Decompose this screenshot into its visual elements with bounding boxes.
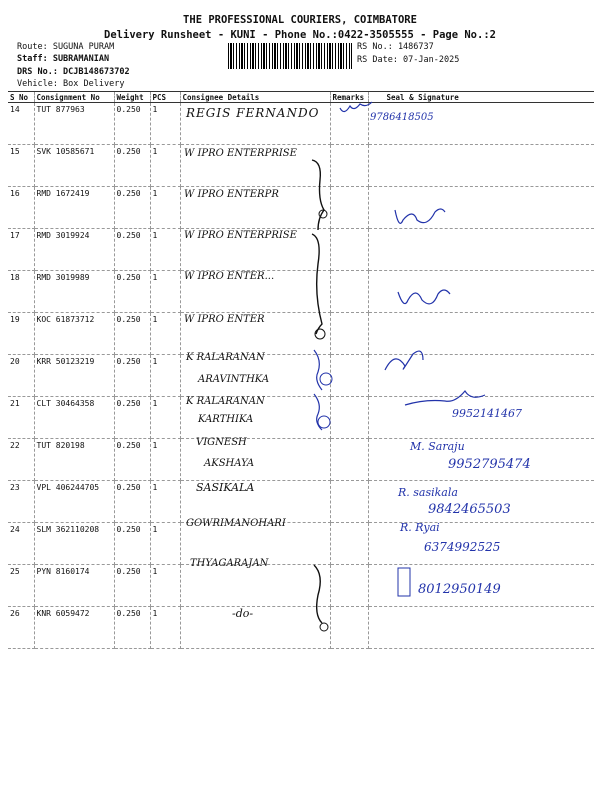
brace-mark [314, 565, 322, 623]
cell-sno: 18 [8, 271, 34, 313]
drs-number: DRS No.: DCJB148673702 [17, 67, 130, 77]
handwritten-consignee: K RALARANAN [186, 352, 265, 363]
rs-date: RS Date: 07-Jan-2025 [357, 55, 460, 65]
cell-consignment: RMD 3019989 [34, 271, 114, 313]
cell-weight: 0.250 [114, 355, 150, 397]
handwritten-consignee: KARTHIKA [198, 414, 254, 425]
cell-pcs: 1 [150, 481, 180, 523]
cell-consignment: KNR 6059472 [34, 607, 114, 649]
route: Route: SUGUNA PURAM [17, 42, 115, 52]
handwritten-consignee: GOWRIMANOHARI [186, 518, 286, 529]
cell-weight: 0.250 [114, 481, 150, 523]
cell-sno: 20 [8, 355, 34, 397]
cell-sno: 19 [8, 313, 34, 355]
handwritten-consignee: -do- [232, 607, 254, 620]
handwritten-consignee: SASIKALA [196, 481, 255, 494]
brace-mark [312, 160, 324, 230]
cell-consignment: RMD 3019924 [34, 229, 114, 271]
cell-sno: 15 [8, 145, 34, 187]
staff: Staff: SUBRAMANIAN [17, 54, 110, 64]
handwritten-phone: 9786418505 [370, 112, 434, 123]
cell-pcs: 1 [150, 103, 180, 145]
vehicle: Vehicle: Box Delivery [17, 79, 125, 89]
brace-mark [312, 234, 322, 334]
col-consignment: Consignment No [34, 92, 114, 103]
cell-sno: 26 [8, 607, 34, 649]
cell-pcs: 1 [150, 439, 180, 481]
signature-scribble [405, 391, 485, 405]
cell-pcs: 1 [150, 229, 180, 271]
cell-pcs: 1 [150, 187, 180, 229]
handwritten-consignee: ARAVINTHKA [198, 374, 270, 385]
cell-pcs: 1 [150, 271, 180, 313]
cell-weight: 0.250 [114, 607, 150, 649]
cell-sno: 25 [8, 565, 34, 607]
cell-pcs: 1 [150, 565, 180, 607]
cell-weight: 0.250 [114, 397, 150, 439]
cell-consignment: TUT 820198 [34, 439, 114, 481]
cell-weight: 0.250 [114, 565, 150, 607]
runsheet-subtitle: Delivery Runsheet - KUNI - Phone No.:0422-3505555 - Page No.:2 [104, 29, 496, 41]
col-weight: Weight [114, 92, 150, 103]
cell-pcs: 1 [150, 145, 180, 187]
handwritten-consignee: VIGNESH [196, 437, 247, 448]
cell-weight: 0.250 [114, 439, 150, 481]
cell-pcs: 1 [150, 313, 180, 355]
handwritten-consignee: W IPRO ENTERPRISE [184, 230, 297, 241]
handwritten-signature: M. Saraju [410, 440, 465, 453]
handwritten-phone: 9952795474 [448, 457, 531, 472]
cell-weight: 0.250 [114, 103, 150, 145]
cell-sno: 23 [8, 481, 34, 523]
cell-pcs: 1 [150, 523, 180, 565]
signature-scribble [398, 290, 450, 304]
cell-consignment: KRR 50123219 [34, 355, 114, 397]
cell-weight: 0.250 [114, 229, 150, 271]
handwritten-phone: 9952141467 [452, 407, 522, 420]
col-consignee: Consignee Details [180, 92, 330, 103]
handwritten-consignee: W IPRO ENTER... [184, 271, 275, 282]
cell-consignment: RMD 1672419 [34, 187, 114, 229]
cell-consignment: VPL 406244705 [34, 481, 114, 523]
cell-sno: 22 [8, 439, 34, 481]
cell-sno: 14 [8, 103, 34, 145]
brace-mark [314, 394, 322, 430]
cell-weight: 0.250 [114, 187, 150, 229]
cell-consignment: PYN 8160174 [34, 565, 114, 607]
count-circle [320, 623, 328, 631]
handwritten-phone: 9842465503 [428, 502, 511, 517]
col-pcs: PCS [150, 92, 180, 103]
cell-consignment: SLM 362110208 [34, 523, 114, 565]
col-signature: Seal & Signature [368, 92, 594, 103]
cell-consignment: TUT 877963 [34, 103, 114, 145]
cell-pcs: 1 [150, 355, 180, 397]
cell-weight: 0.250 [114, 313, 150, 355]
cell-sno: 21 [8, 397, 34, 439]
count-circle [320, 373, 332, 385]
col-sno: S No [8, 92, 34, 103]
handwritten-consignee: W IPRO ENTERPRISE [184, 148, 297, 159]
cell-sno: 17 [8, 229, 34, 271]
signature-scribble [385, 351, 423, 370]
cell-consignment: KOC 61873712 [34, 313, 114, 355]
cell-consignment: SVK 10585671 [34, 145, 114, 187]
cell-pcs: 1 [150, 397, 180, 439]
handwritten-signature: R. Ryai [400, 521, 440, 534]
signature-scribble [395, 209, 445, 223]
handwritten-phone: 8012950149 [418, 582, 501, 597]
cell-pcs: 1 [150, 607, 180, 649]
handwritten-consignee: W IPRO ENTER [184, 314, 265, 325]
handwritten-consignee: K RALARANAN [186, 396, 265, 407]
cell-sno: 24 [8, 523, 34, 565]
handwritten-consignee: AKSHAYA [204, 458, 255, 469]
handwritten-consignee: W IPRO ENTERPR [184, 189, 279, 200]
handwritten-signature: R. sasikala [398, 486, 458, 499]
cell-consignment: CLT 30464358 [34, 397, 114, 439]
signature-scribble [398, 568, 410, 596]
signature-scribble [340, 102, 372, 112]
cell-weight: 0.250 [114, 523, 150, 565]
cell-weight: 0.250 [114, 145, 150, 187]
brace-mark [314, 350, 322, 390]
rs-number: RS No.: 1486737 [357, 42, 434, 52]
handwritten-consignee: REGIS FERNANDO [186, 106, 320, 120]
handwritten-consignee: THYAGARAJAN [190, 558, 269, 569]
cell-weight: 0.250 [114, 271, 150, 313]
count-circle [318, 416, 330, 428]
col-remarks: Remarks [330, 92, 368, 103]
runsheet-title: THE PROFESSIONAL COURIERS, COIMBATORE [183, 14, 417, 26]
cell-sno: 16 [8, 187, 34, 229]
handwritten-phone: 6374992525 [424, 540, 501, 554]
